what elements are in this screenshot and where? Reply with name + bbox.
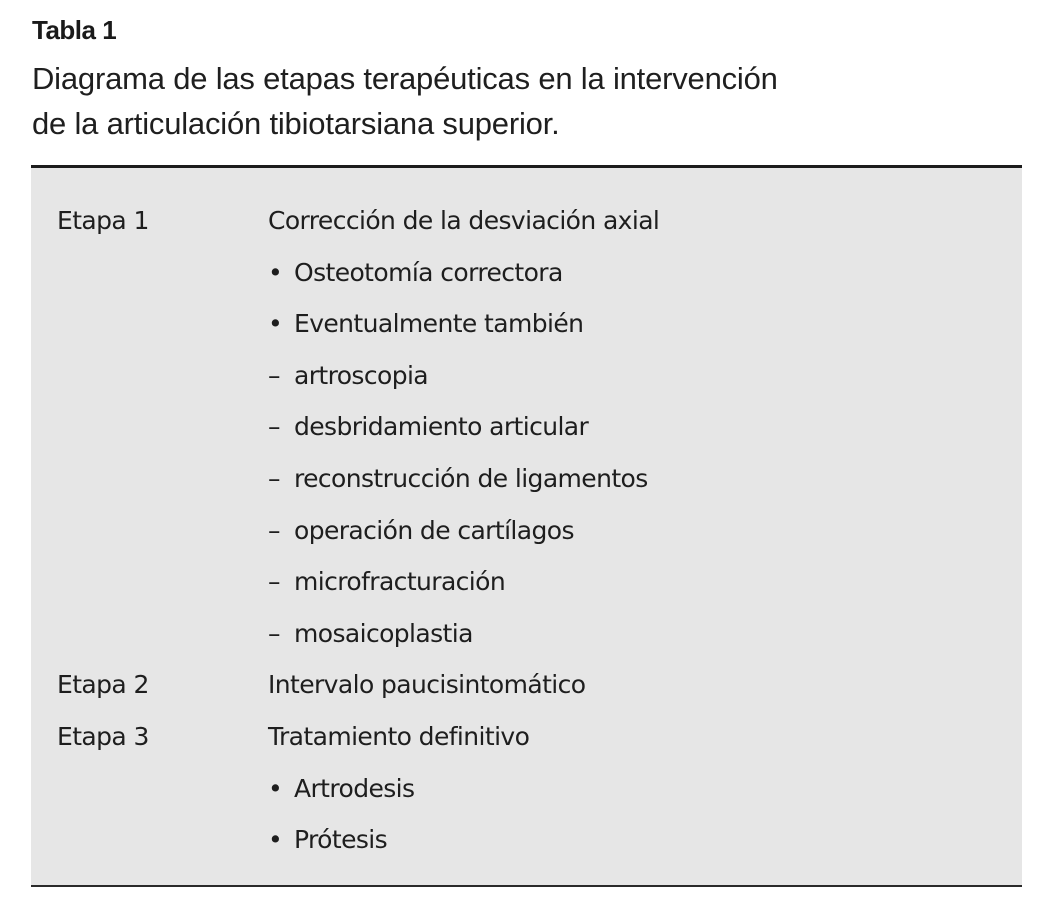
bullet-icon: •	[268, 257, 283, 287]
table-row	[31, 717, 1022, 769]
dash-item	[268, 614, 473, 654]
table-label: Tabla 1	[32, 15, 117, 45]
table-body	[31, 168, 1022, 885]
dash-icon: –	[268, 567, 280, 597]
stage-heading	[268, 717, 529, 757]
row-text: microfracturación	[294, 567, 506, 597]
stage-label: Etapa 2	[57, 670, 149, 700]
dash-item	[268, 562, 505, 602]
table-row	[31, 820, 1022, 872]
row-text: Osteotomía correctora	[294, 257, 563, 287]
stage-heading	[268, 201, 659, 241]
dash-icon: –	[268, 515, 280, 545]
bullet-item	[268, 253, 563, 293]
row-text: operación de cartílagos	[294, 515, 574, 545]
table-rows	[31, 201, 1022, 872]
dash-item	[268, 356, 428, 396]
table-bottom-rule	[31, 885, 1022, 887]
bullet-icon: •	[268, 309, 283, 339]
table-row	[31, 459, 1022, 511]
stage-label: Etapa 3	[57, 721, 149, 751]
bullet-icon: •	[268, 773, 283, 803]
table-row	[31, 511, 1022, 563]
table-row	[31, 562, 1022, 614]
table-row	[31, 253, 1022, 305]
table-row	[31, 407, 1022, 459]
table-caption	[32, 56, 992, 146]
row-text: Eventualmente también	[294, 309, 584, 339]
bullet-item	[268, 304, 583, 344]
caption-line-1: Diagrama de las etapas terapéuticas en la intervención	[32, 61, 778, 96]
table-row	[31, 769, 1022, 821]
table-row	[31, 356, 1022, 408]
table-row	[31, 665, 1022, 717]
dash-icon: –	[268, 618, 280, 648]
row-text: Corrección de la desviación axial	[268, 206, 660, 235]
row-text: Prótesis	[294, 825, 388, 855]
caption-line-2: de la articulación tibiotarsiana superior.	[32, 106, 560, 141]
dash-item	[268, 511, 574, 551]
row-text: artroscopia	[294, 360, 429, 390]
dash-item	[268, 407, 588, 447]
row-text: Intervalo paucisintomático	[268, 670, 586, 700]
row-text: mosaicoplastia	[294, 618, 473, 648]
dash-item	[268, 459, 648, 499]
row-text: reconstrucción de ligamentos	[294, 463, 648, 493]
row-text: Tratamiento definitivo	[268, 721, 530, 751]
stage-label: Etapa 1	[57, 206, 149, 235]
table-row	[31, 304, 1022, 356]
dash-icon: –	[268, 360, 280, 390]
dash-icon: –	[268, 463, 280, 493]
bullet-item	[268, 820, 387, 860]
row-text: Artrodesis	[294, 773, 415, 803]
row-text: desbridamiento articular	[294, 412, 589, 442]
table-row	[31, 614, 1022, 666]
bullet-item	[268, 769, 414, 809]
dash-icon: –	[268, 412, 280, 442]
bullet-icon: •	[268, 825, 283, 855]
stage-heading	[268, 665, 585, 705]
table-row	[31, 201, 1022, 253]
